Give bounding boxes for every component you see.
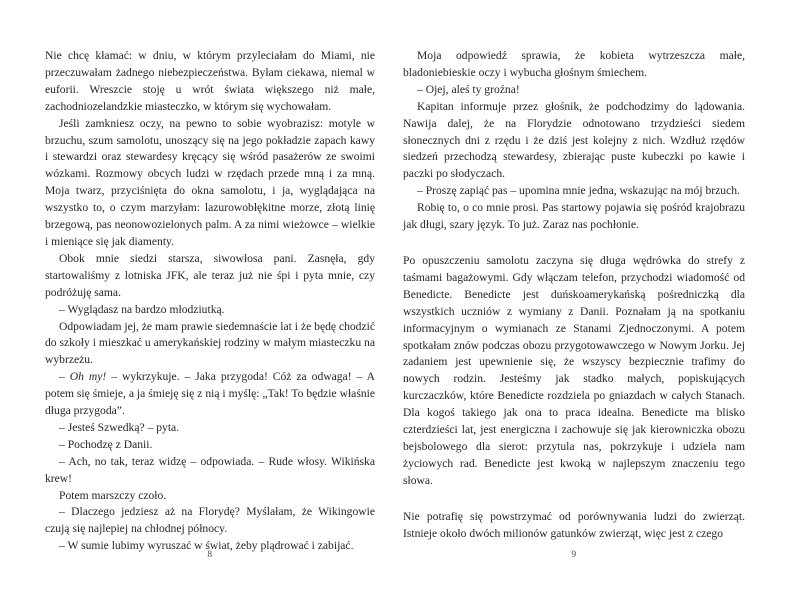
paragraph: Potem marszczy czoło. [59, 488, 167, 502]
plain-text: – wykrzykuje. – Jaka przygoda! Cóż za odwaga! – A potem się śmieje, a ja śmieję się z nią i myślę: „Tak! To będzie właśnie długa przygoda”. [45, 370, 375, 418]
page-number-right: 9 [571, 550, 577, 560]
paragraph: Robię to, o co mnie prosi. Pas startowy pojawia się pośród krajobrazu jak długi, szary język. To już. Zaraz nas pochłonie. [403, 201, 745, 232]
paragraph: – Dlaczego jedziesz aż na Florydę? Myślałam, że Wikingowie czują się najlepiej na chłodnej północy. [45, 505, 375, 536]
page-right [403, 0, 745, 593]
page-right-text [403, 48, 745, 542]
paragraph: Nie potrafię się powstrzymać od porównywania ludzi do zwierząt. Istnieje około dwóch milionów gatunków zwierząt, więc jest z czego [403, 509, 745, 540]
paragraph: – Ach, no tak, teraz widzę – odpowiada. – Rude włosy. Wikińska krew! [45, 454, 375, 485]
paragraph: Nie chcę kłamać: w dniu, w którym przyleciałam do Miami, nie przeczuwałam żadnego niebezpieczeństwa. Byłam ciekawa, niemal w euforii. Wreszcie stoję u wrót świata większego niż małe, zachodniozelandzkie miasteczko, w którym się wychowałam. [45, 49, 375, 113]
paragraph: – Ojej, aleś ty groźna! [417, 82, 520, 96]
paragraph: Po opuszczeniu samolotu zaczyna się długa wędrówka do strefy z taśmami bagażowymi. Gdy włączam telefon, przychodzi wiadomość od Benedicte. Benedicte jest duńskoamerykańską pośredniczką dla wszystkich uczniów z wymiany z Danii. Poznałam ją na spotkaniu informacyjnym o wymianach ze Stanami Zjednoczonymi. A potem spotkałam znów podczas obozu przygotowawczego w Nowym Jorku. Jej zadaniem jest upewnienie się, że wszyscy bezpiecznie trafimy do nowych rodzin. Jesteśmy jak stadko małych, popiskujących kurczaczków, które Benedicte rozdziela po gniazdach w całych Stanach. Dla kogoś takiego jak ona to praca idealna. Benedicte ma blisko czterdzieści lat, jest energiczna i zachowuje się jak kierowniczka obozu bejsbolowego dla sierot: przytula nas, pokrzykuje i udziela nam życiowych rad. Benedicte jest kwoką w najlepszym znaczeniu tego słowa. [403, 253, 745, 487]
page-left-text [45, 48, 375, 555]
paragraph: Jeśli zamkniesz oczy, na pewno to sobie wyobrazisz: motyle w brzuchu, szum samolotu, unoszący się na jego pokładzie zapach kawy i stewardzi oraz stewardesy kręcący się wśród pasażerów ze swoimi wózkami. Rozmowy obcych ludzi w rzędach przede mną i za mną. Moja twarz, przyciśnięta do okna samolotu, i ja, wyglądająca na wszystko to, o czym marzyłam: lazurowobłękitne morze, złotą linię brzegową, pas neonowozielonych palm. A za nimi wieżowce – wielkie i mieniące się jak diamenty. [45, 116, 375, 248]
paragraph: Odpowiadam jej, że mam prawie siedemnaście lat i że będę chodzić do szkoły i mieszkać u amerykańskiej rodziny w małym miasteczku na wybrzeżu. [45, 319, 375, 367]
page-left [45, 0, 375, 593]
paragraph: Kapitan informuje przez głośnik, że podchodzimy do lądowania. Nawija dalej, że na Florydzie odnotowano trzydzieści siedem słonecznych dni z rzędu i że dziś jest kolejny z nich. Wzdłuż rzędów siedzeń przechodzą stewardesy, zbierając puste kubeczki po kawie i paczki po słodyczach. [403, 99, 745, 181]
paragraph: – Jesteś Szwedką? – pyta. [59, 420, 180, 434]
paragraph: – Wyglądasz na bardzo młodziutką. [59, 302, 225, 316]
paragraph: Obok mnie siedzi starsza, siwowłosa pani. Zasnęła, gdy startowaliśmy z lotniska JFK, ale teraz już nie śpi i pyta mnie, czy podróżuję sama. [45, 251, 375, 299]
paragraph: – W sumie lubimy wyruszać w świat, żeby plądrować i zabijać. [59, 539, 354, 553]
paragraph: – Pochodzę z Danii. [59, 437, 153, 451]
paragraph: Moja odpowiedź sprawia, że kobieta wytrzeszcza małe, bladoniebieskie oczy i wybucha głośnym śmiechem. [403, 49, 745, 79]
paragraph [45, 369, 375, 420]
plain-text: – [59, 370, 70, 384]
italic-text: Oh my! [69, 370, 107, 384]
page-number-left: 8 [207, 550, 213, 560]
paragraph: – Proszę zapiąć pas – upomina mnie jedna, wskazując na mój brzuch. [417, 184, 740, 198]
